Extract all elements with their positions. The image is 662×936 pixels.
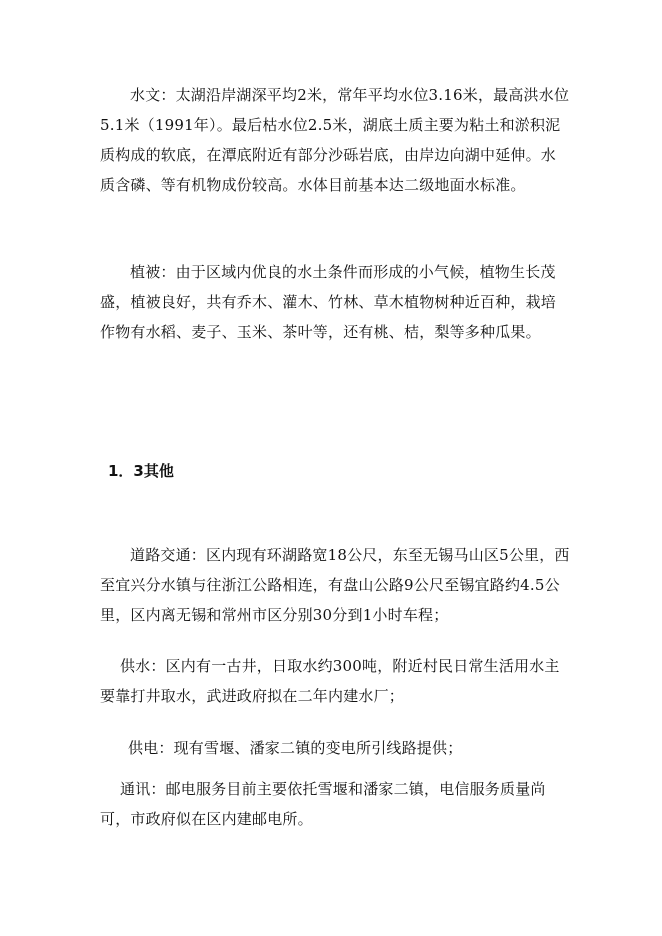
roads-paragraph: 道路交通：区内现有环湖路宽18公尺，东至无锡马山区5公里，西至宜兴分水镇与往浙江公路相连，有盘山公路9公尺至锡宜路约4.5公里，区内离无锡和常州市区分别30分到1小时车程； (100, 546, 570, 624)
power-supply-paragraph: 供电：现有雪堰、潘家二镇的变电所引线路提供； (128, 739, 463, 757)
section-heading: 1．3其他 (108, 462, 174, 480)
vegetation-paragraph: 植被：由于区域内优良的水土条件而形成的小气候，植物生长茂盛，植被良好，共有乔木、灌木、竹林、草木植物树种近百种，栽培作物有水稻、麦子、玉米、茶叶等，还有桃、桔，梨等多种瓜果。 (100, 263, 557, 341)
hydrology-paragraph: 水文：太湖沿岸湖深平均2米，常年平均水位3.16米，最高洪水位5.1米（1991年）。最后枯水位2.5米，湖底土质主要为粘土和淤积泥质构成的软底，在潭底附近有部分沙砾岩底，由岸边向湖中延伸。水质含磷、等有机物成份较高。水体目前基本达二级地面水标准。 (100, 86, 570, 194)
communications-paragraph: 通讯：邮电服务目前主要依托雪堰和潘家二镇，电信服务质量尚可，市政府似在区内建邮电所。 (100, 780, 546, 828)
water-supply-paragraph: 供水：区内有一古井，日取水约300吨，附近村民日常生活用水主要靠打井取水，武进政府拟在二年内建水厂； (100, 657, 560, 705)
